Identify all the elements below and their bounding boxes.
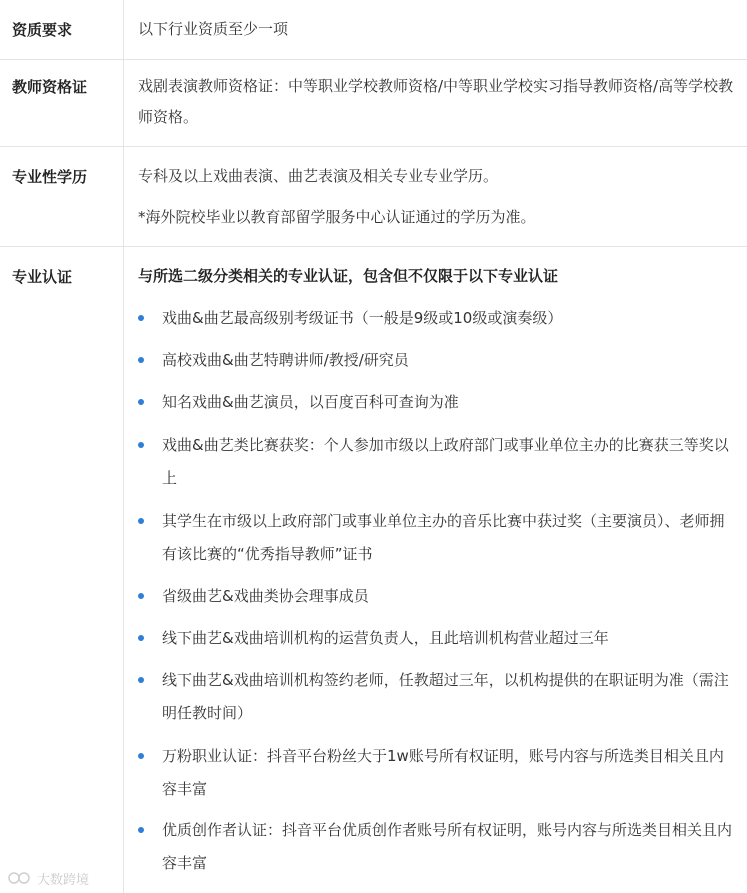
certification-item-text: 线下曲艺&戏曲培训机构的运营负责人，且此培训机构营业超过三年 <box>162 629 609 647</box>
bullet-icon <box>138 399 144 405</box>
watermark <box>6 867 89 889</box>
certification-item-text: 优质创作者认证：抖音平台优质创作者账号所有权证明，账号内容与所选类目相关且内容丰富 <box>162 821 733 872</box>
bullet-icon <box>138 315 144 321</box>
row-divider <box>0 246 747 247</box>
row-label-qualification: 资质要求 <box>12 21 73 39</box>
certification-item-text: 戏曲&曲艺类比赛获奖：个人参加市级以上政府部门或事业单位主办的比赛获三等奖以上 <box>162 436 729 487</box>
watermark-logo-icon <box>6 870 34 886</box>
row-label-certification: 专业认证 <box>12 268 73 286</box>
certification-item-text: 万粉职业认证：抖音平台粉丝大于1w账号所有权证明，账号内容与所选类目相关且内容丰富 <box>162 747 724 798</box>
bullet-icon <box>138 442 144 448</box>
certification-item-text: 知名戏曲&曲艺演员，以百度百科可查询为准 <box>162 393 459 411</box>
certification-item-text: 省级曲艺&戏曲类协会理事成员 <box>162 587 369 605</box>
teacher-cert-text: 戏剧表演教师资格证：中等职业学校教师资格/中等职业学校实习指导教师资格/高等学校教师资格。 <box>138 77 734 126</box>
certification-heading: 与所选二级分类相关的专业认证，包含但不仅限于以下专业认证 <box>138 267 559 285</box>
bullet-icon <box>138 753 144 759</box>
row-divider <box>0 146 747 147</box>
bullet-icon <box>138 827 144 833</box>
education-text: 专科及以上戏曲表演、曲艺表演及相关专业专业学历。 <box>138 167 499 185</box>
certification-item-text: 戏曲&曲艺最高级别考级证书（一般是9级或10级或演奏级） <box>162 309 563 327</box>
bullet-icon <box>138 677 144 683</box>
bullet-icon <box>138 593 144 599</box>
bullet-icon <box>138 518 144 524</box>
certification-item-text: 高校戏曲&曲艺特聘讲师/教授/研究员 <box>162 351 409 369</box>
certification-item-text: 线下曲艺&戏曲培训机构签约老师，任教超过三年，以机构提供的在职证明为准（需注明任教时间） <box>162 671 729 722</box>
row-label-education: 专业性学历 <box>12 168 88 186</box>
bullet-icon <box>138 357 144 363</box>
column-divider <box>123 0 124 893</box>
row-divider <box>0 59 747 60</box>
certification-item-text: 其学生在市级以上政府部门或事业单位主办的音乐比赛中获过奖（主要演员）、老师拥有该比赛的“优秀指导教师”证书 <box>162 512 725 563</box>
row-label-teacher-cert: 教师资格证 <box>12 78 88 96</box>
watermark-text: 大数跨境 <box>37 872 90 888</box>
education-note: *海外院校毕业以教育部留学服务中心认证通过的学历为准。 <box>138 208 536 226</box>
qualification-text: 以下行业资质至少一项 <box>138 20 289 38</box>
bullet-icon <box>138 635 144 641</box>
